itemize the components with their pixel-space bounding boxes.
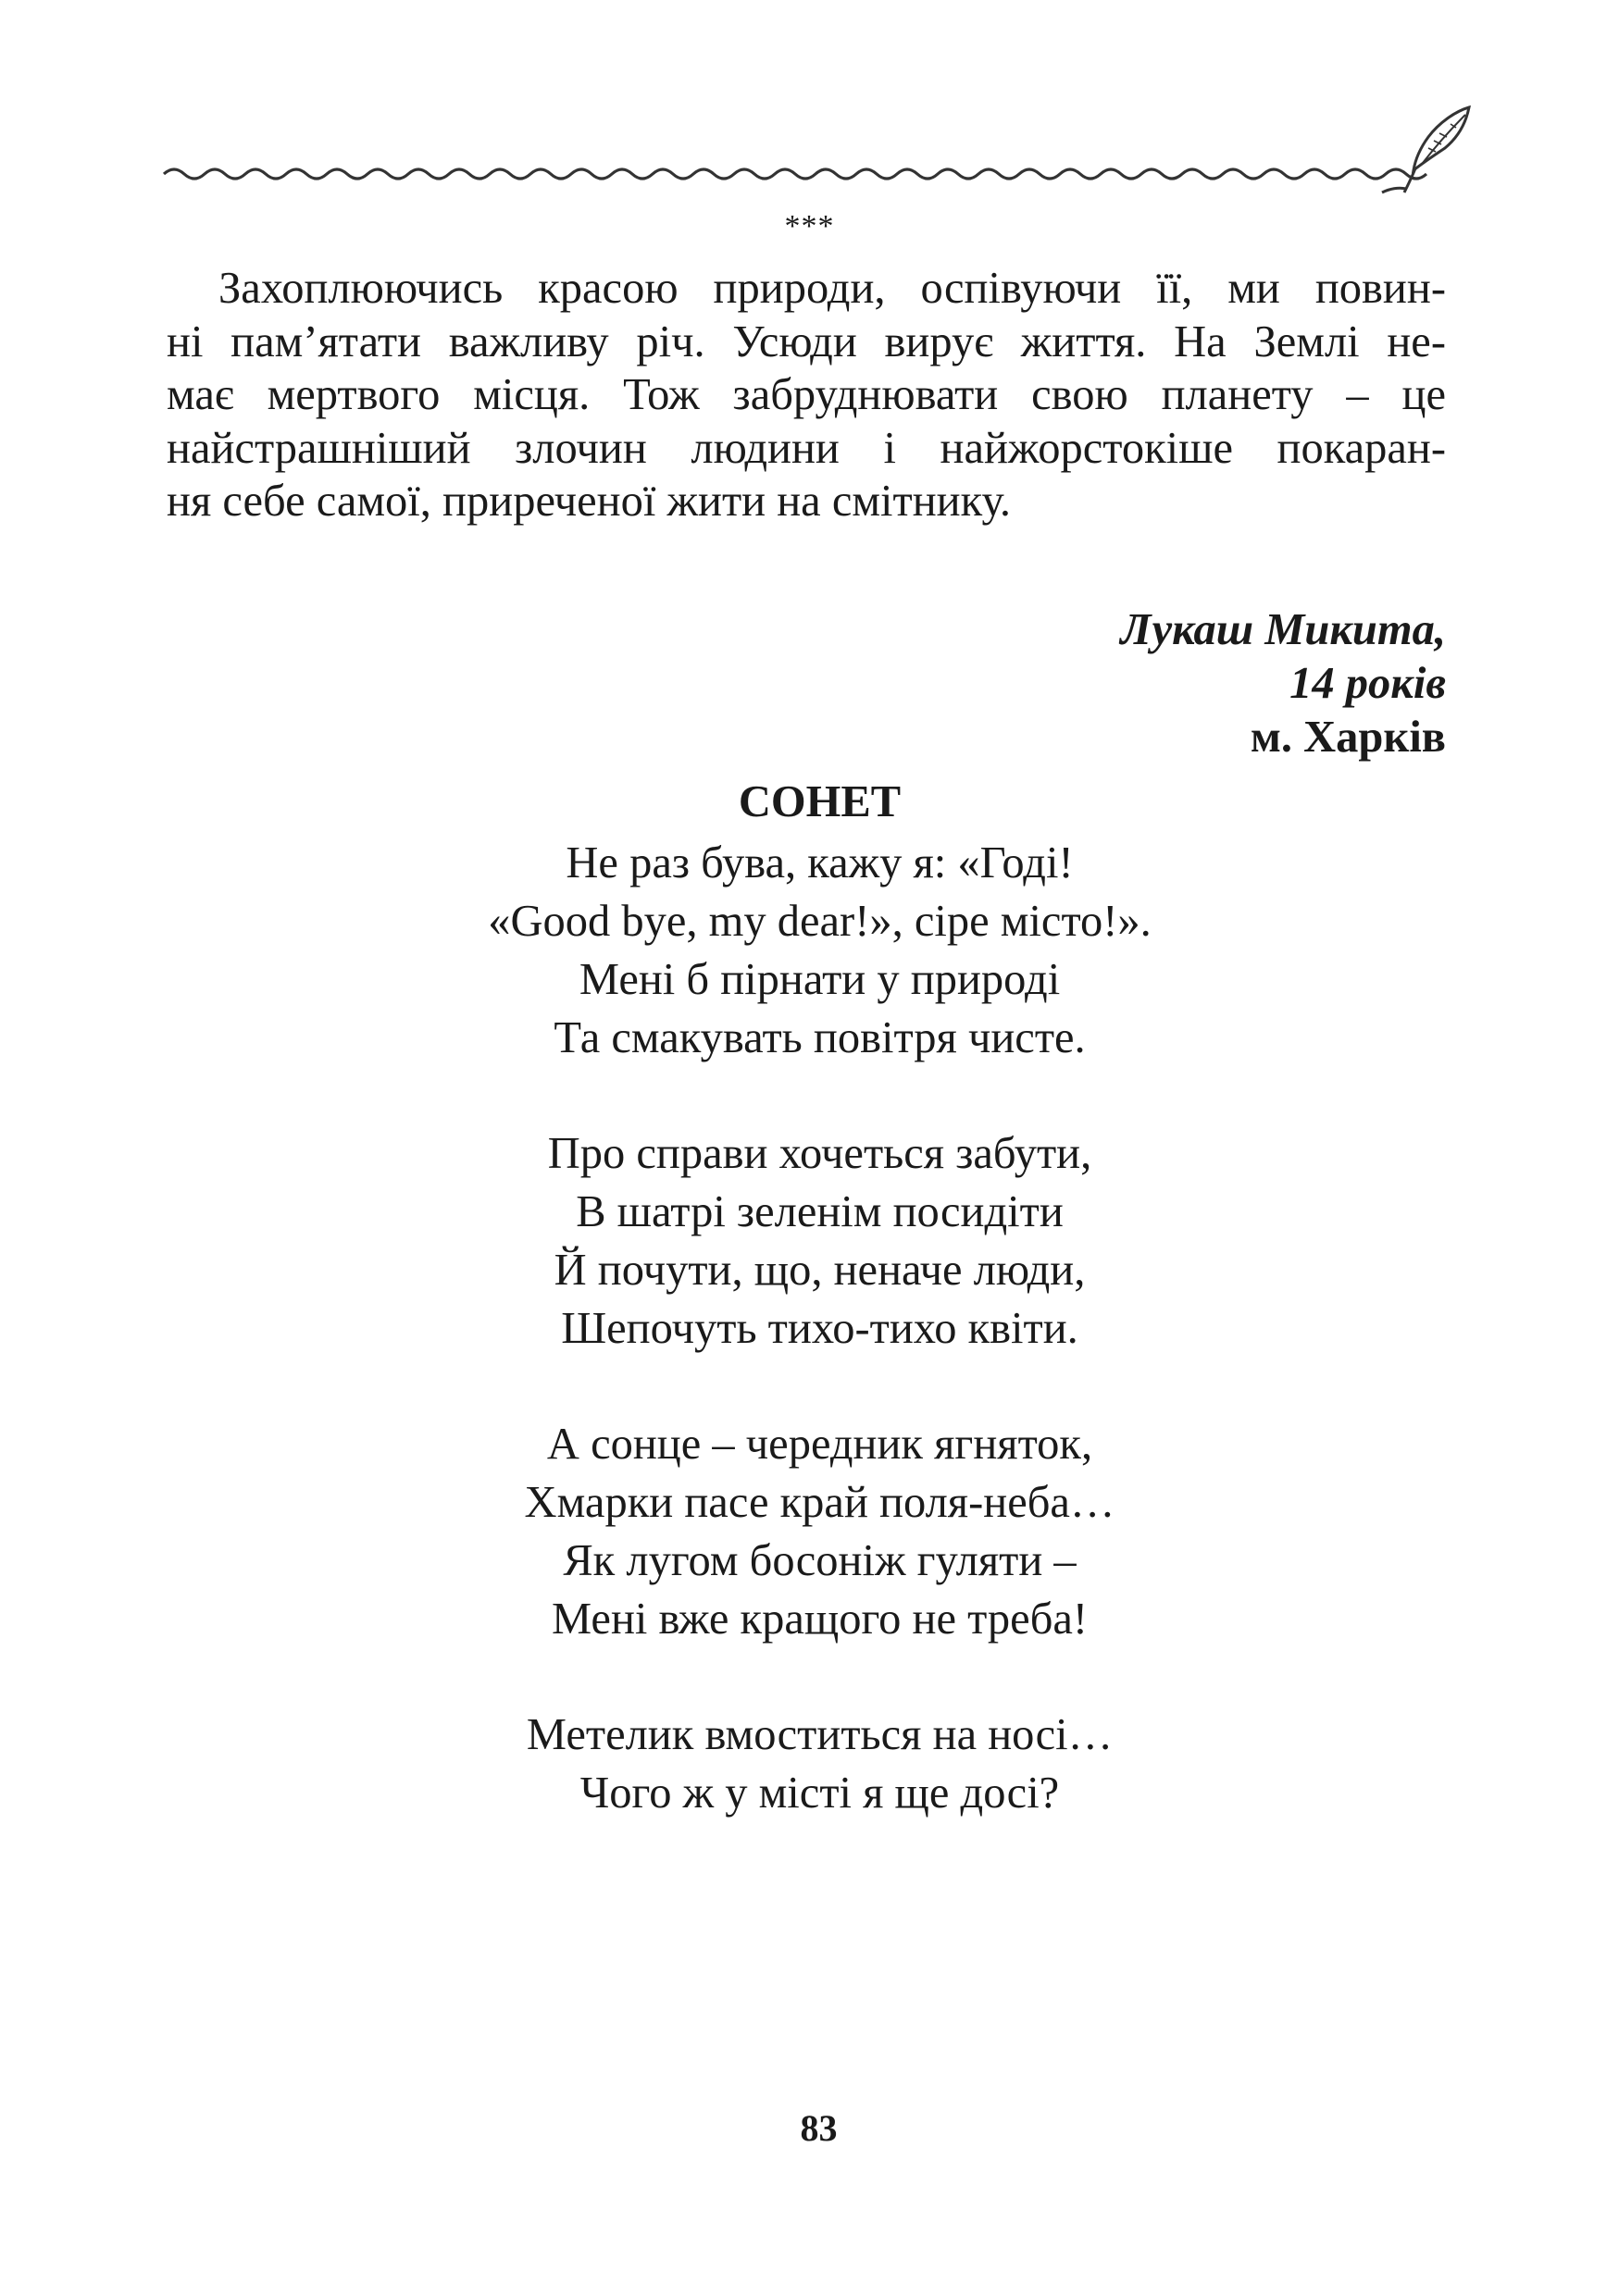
essay-paragraph: [167, 262, 1446, 528]
poem-verse: Про справи хочеться забути,: [547, 1129, 1092, 1178]
poem-verse: Мені б пірнати у природі: [579, 955, 1061, 1004]
poem-verse: В шатрі зеленім посидіти: [576, 1187, 1064, 1236]
poem-stanza: [20, 1124, 1619, 1358]
poem-body: [0, 834, 1619, 1880]
wave-line-with-quill-icon: [162, 93, 1476, 194]
poem-verse: Не раз бува, кажу я: «Годі!: [566, 838, 1074, 887]
author-signature: [1120, 603, 1446, 764]
essay-line: Захоплюючись красою природи, оспівуючи її, ми повин-: [218, 264, 1446, 313]
poem-verse: Як лугом босоніж гуляти –: [563, 1536, 1077, 1585]
essay-line: має мертвого місця. Тож забруднювати свою планету – це: [167, 370, 1446, 419]
page-number: 83: [800, 2107, 838, 2149]
poem-stanza: [20, 1415, 1619, 1648]
poem-verse: Хмарки пасе край поля-неба…: [524, 1478, 1115, 1527]
poem-verse: «Good bye, my dear!», сіре місто!».: [488, 897, 1152, 946]
author-name: Лукаш Микита,: [1120, 605, 1446, 654]
poem-verse: Метелик вмоститься на носі…: [526, 1710, 1114, 1759]
poem-verse: Та смакувать повітря чисте.: [554, 1013, 1086, 1062]
essay-line: ня себе самої, приреченої жити на смітнику.: [167, 477, 1012, 526]
quill-icon: [1382, 107, 1469, 192]
poem-stanza: [20, 1706, 1619, 1822]
poem-verse: А сонце – чередник ягняток,: [546, 1420, 1093, 1469]
section-separator: ***: [784, 209, 835, 243]
poem-title: СОНЕТ: [738, 777, 902, 826]
author-age: 14 років: [1289, 659, 1446, 708]
poem-verse: Й почути, що, неначе люди,: [554, 1246, 1086, 1295]
essay-line: ні пам’ятати важливу річ. Усюди вирує життя. На Землі не-: [167, 316, 1446, 366]
poem-verse: Шепочуть тихо-тихо квіти.: [561, 1304, 1078, 1353]
author-city: м. Харків: [1250, 713, 1446, 762]
poem-verse: Мені вже кращого не треба!: [551, 1595, 1089, 1644]
poem-verse: Чого ж у місті я ще досі?: [579, 1769, 1060, 1818]
essay-line: найстрашніший злочин людини і найжорстокіше покаран-: [167, 423, 1446, 473]
poem-stanza: [20, 834, 1619, 1067]
